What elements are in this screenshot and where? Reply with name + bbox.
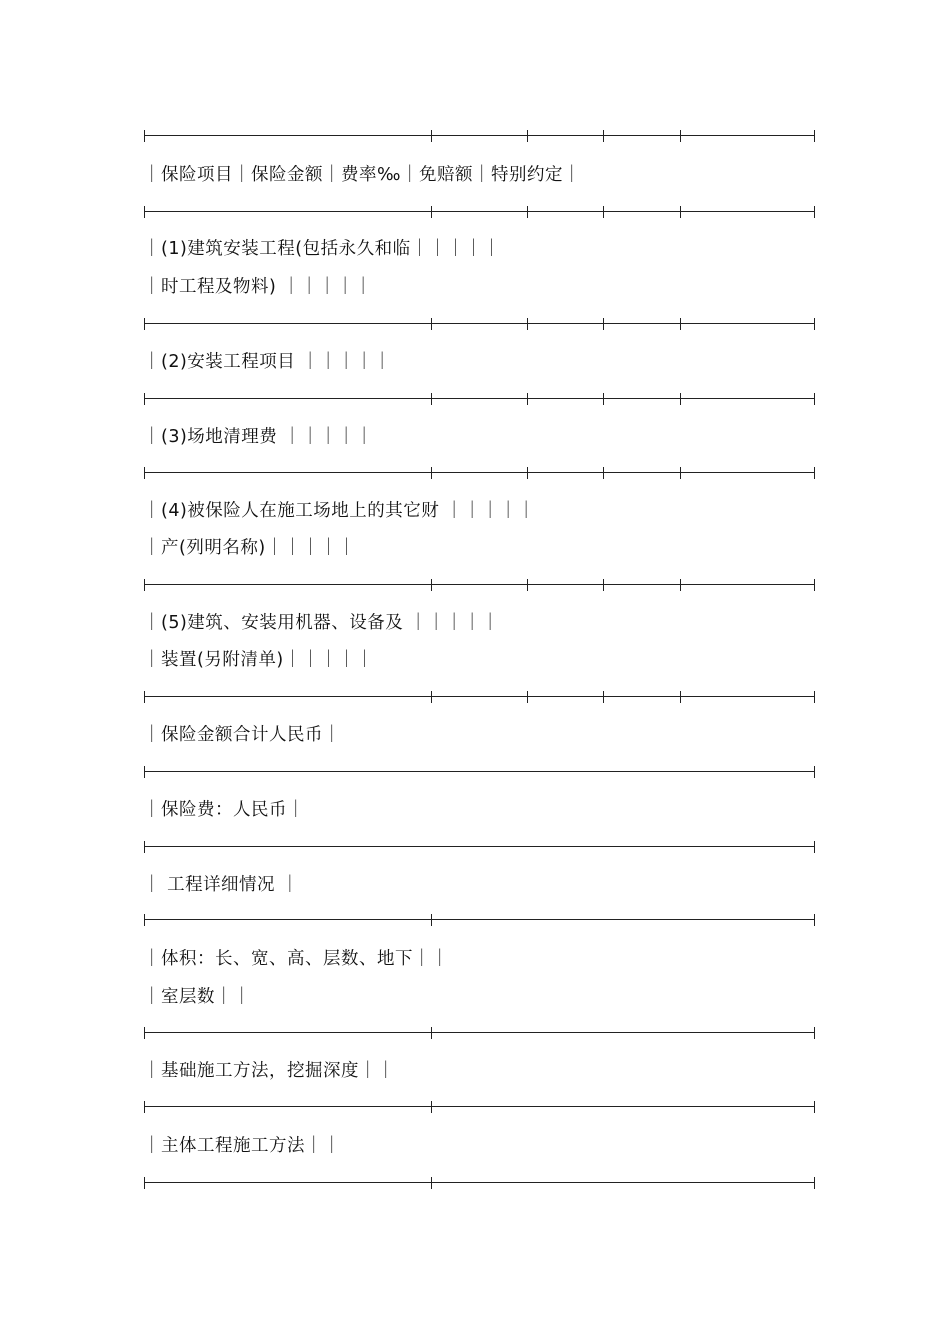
- table-rule: [144, 393, 815, 405]
- table-rule: [144, 914, 815, 926]
- table-rule: [144, 318, 815, 330]
- premium-row: ｜保险费：人民币｜: [143, 800, 305, 820]
- volume-row-line-1: ｜体积：长、宽、高、层数、地下｜｜: [143, 949, 449, 969]
- table-rule: [144, 206, 815, 218]
- table-row-item-1-line-2: ｜时工程及物料) ｜｜｜｜｜: [143, 277, 373, 297]
- table-row-item-5-line-1: ｜(5)建筑、安装用机器、设备及 ｜｜｜｜｜: [143, 613, 500, 633]
- table-rule: [144, 467, 815, 479]
- table-row-item-2: ｜(2)安装工程项目 ｜｜｜｜｜: [143, 352, 392, 372]
- table-row-item-3: ｜(3)场地清理费 ｜｜｜｜｜: [143, 427, 374, 447]
- table-rule: [144, 841, 815, 853]
- table-rule: [144, 1177, 815, 1189]
- table-rule: [144, 1101, 815, 1113]
- table-row-item-1-line-1: ｜(1)建筑安装工程(包括永久和临｜｜｜｜｜: [143, 239, 501, 259]
- table-rule: [144, 130, 815, 142]
- table-row-item-4-line-1: ｜(4)被保险人在施工场地上的其它财 ｜｜｜｜｜: [143, 501, 536, 521]
- table-rule: [144, 691, 815, 703]
- volume-row-line-2: ｜室层数｜｜: [143, 987, 251, 1007]
- table-rule: [144, 766, 815, 778]
- main-structure-method-row: ｜主体工程施工方法｜｜: [143, 1136, 341, 1156]
- table-row-item-4-line-2: ｜产(列明名称)｜｜｜｜｜: [143, 538, 356, 558]
- foundation-method-row: ｜基础施工方法，挖掘深度｜｜: [143, 1061, 395, 1081]
- table-rule: [144, 1027, 815, 1039]
- table-header-row: ｜保险项目｜保险金额｜费率‰｜免赔额｜特别约定｜: [143, 165, 581, 185]
- table-row-item-5-line-2: ｜装置(另附清单)｜｜｜｜｜: [143, 650, 374, 670]
- project-details-heading: ｜ 工程详细情况 ｜: [143, 875, 300, 895]
- table-rule: [144, 579, 815, 591]
- total-sum-insured-row: ｜保险金额合计人民币｜: [143, 725, 341, 745]
